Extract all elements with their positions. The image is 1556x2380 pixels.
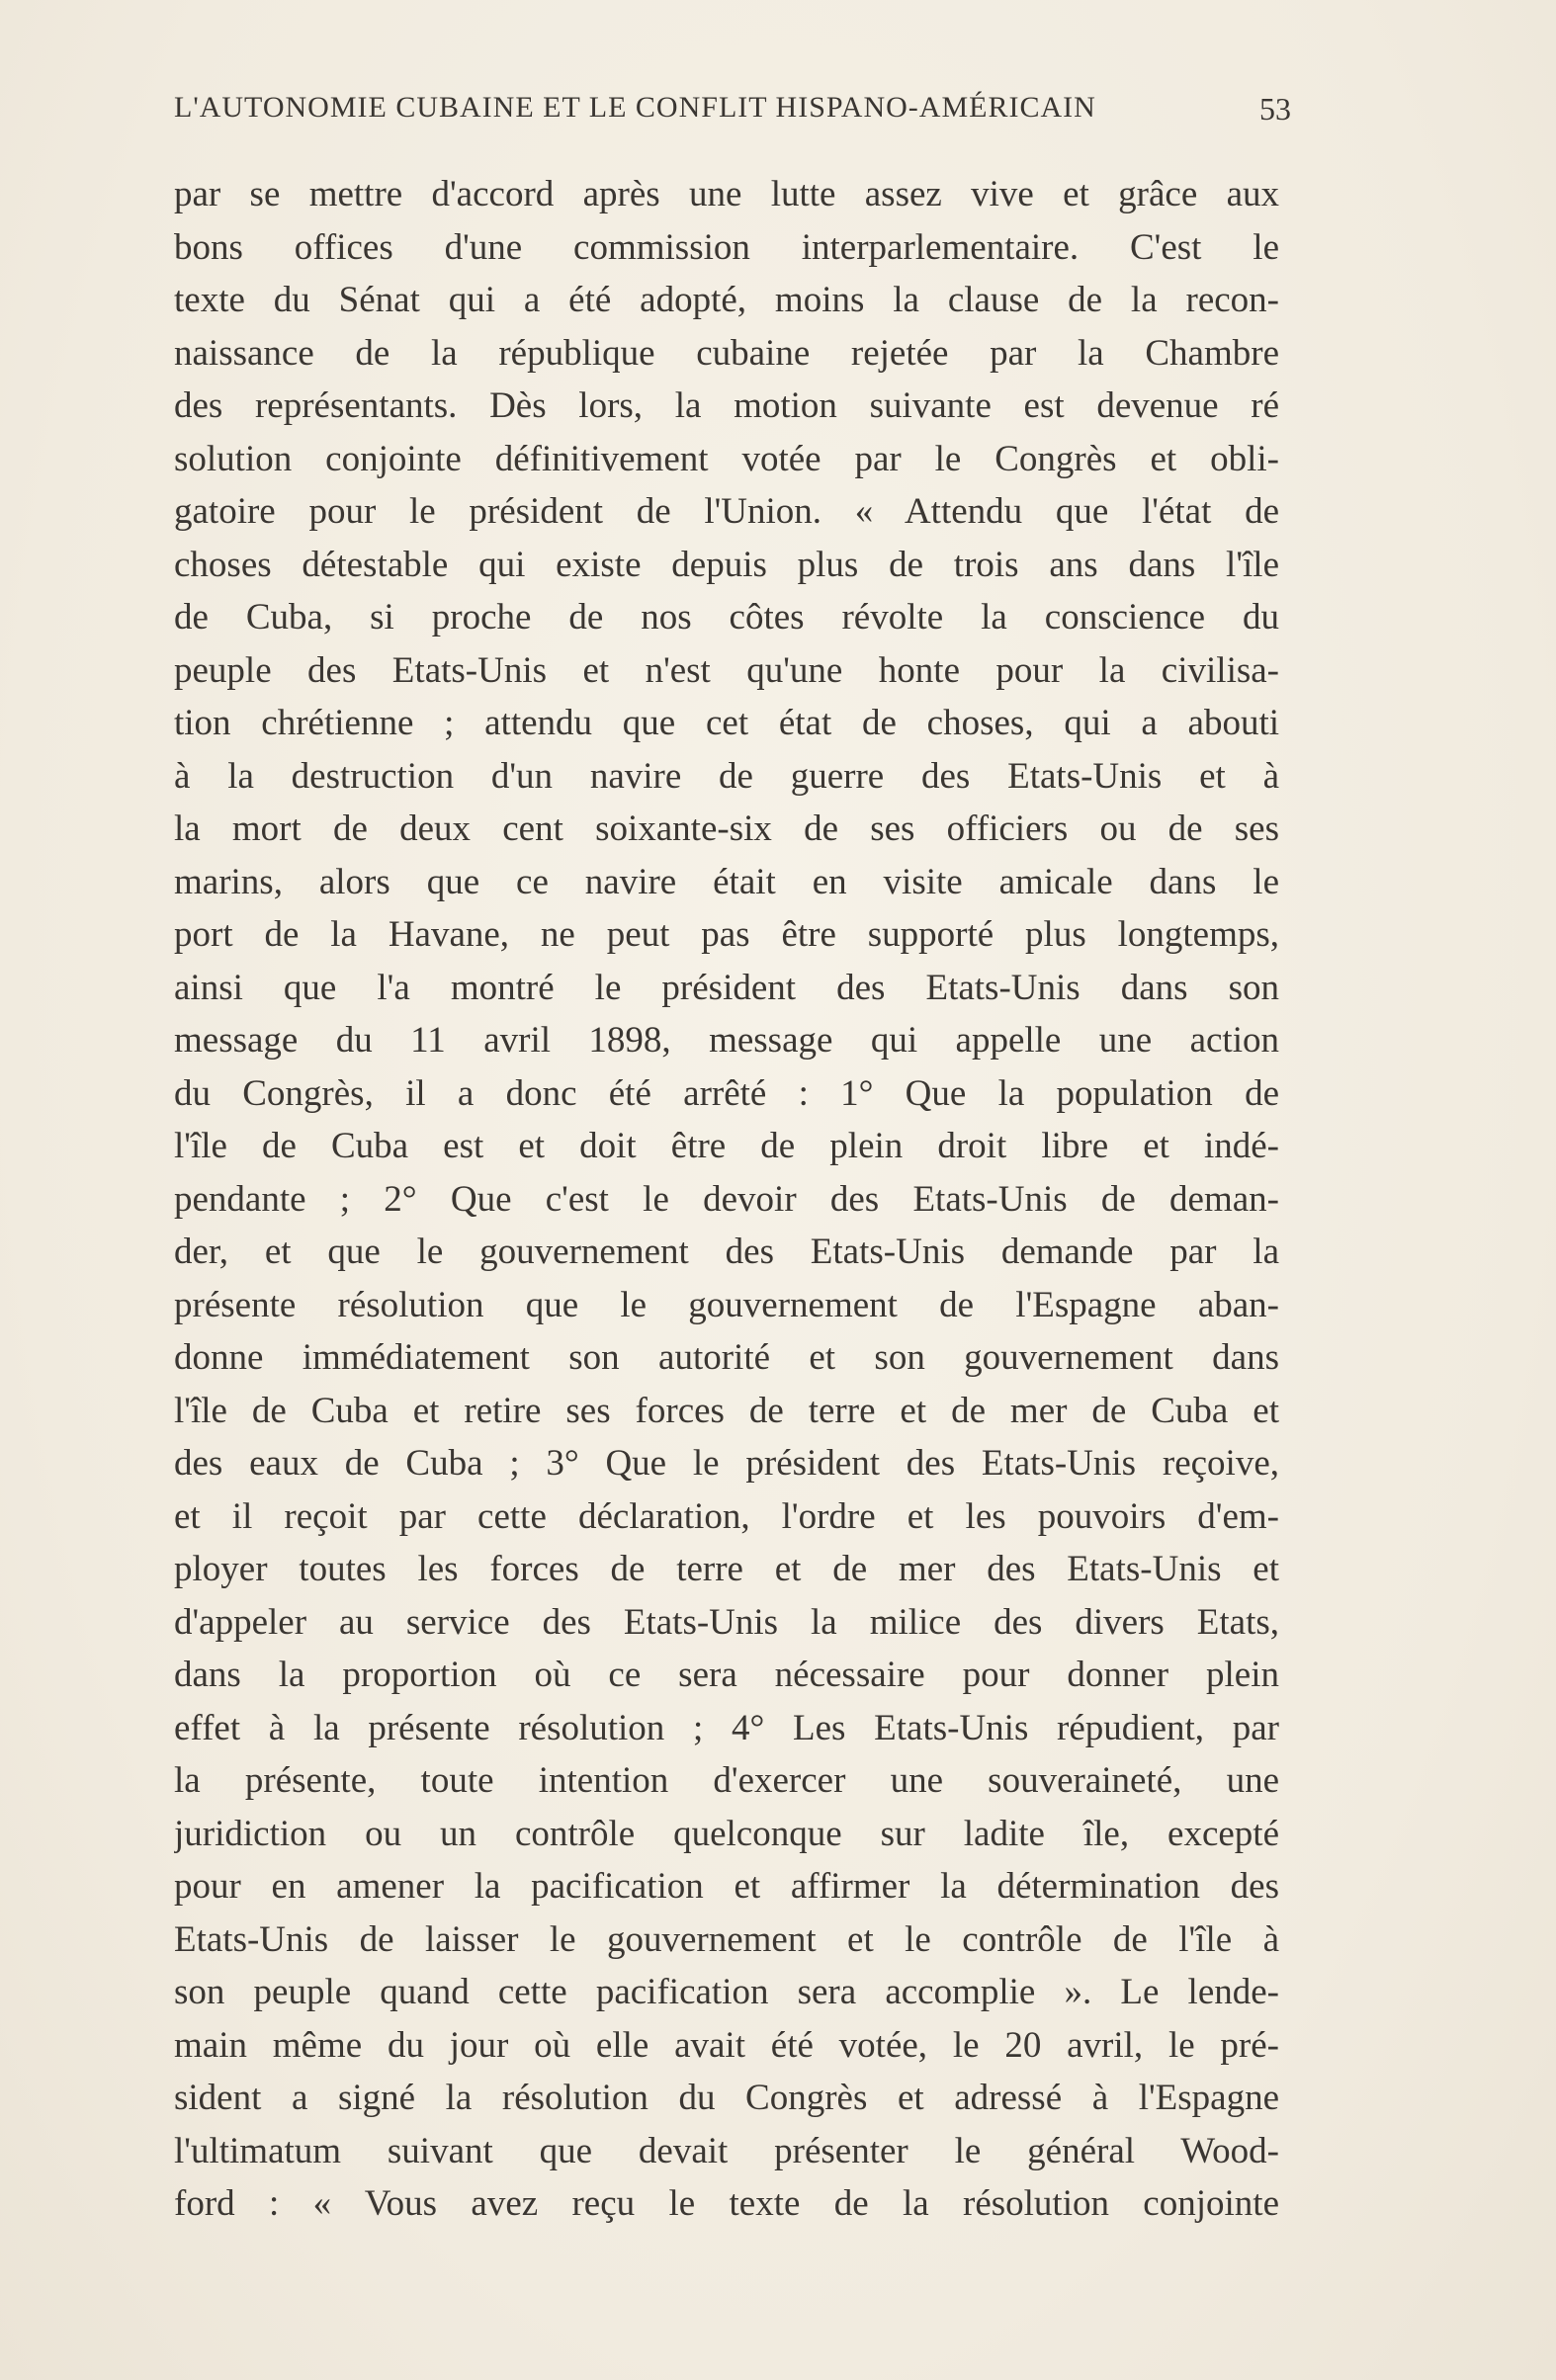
text-line: par se mettre d'accord après une lutte assez vive et grâce aux xyxy=(174,174,1279,214)
text-line: bons offices d'une commission interparlementaire. C'est le xyxy=(174,226,1279,268)
text-line: gatoire pour le président de l'Union. « Attendu que l'état de xyxy=(174,491,1279,532)
text-line: naissance de la république cubaine rejetée par la Chambre xyxy=(174,332,1279,374)
running-title: L'AUTONOMIE CUBAINE ET LE CONFLIT HISPANO-AMÉRICAIN xyxy=(174,91,1096,124)
text-line: la présente, toute intention d'exercer une souveraineté, une xyxy=(174,1760,1279,1801)
text-line: solution conjointe définitivement votée par le Congrès et obli- xyxy=(174,438,1279,479)
text-line: pour en amener la pacification et affirmer la détermination des xyxy=(174,1866,1279,1907)
text-line: ford : « Vous avez reçu le texte de la résolution conjointe xyxy=(174,2183,1279,2224)
text-line: main même du jour où elle avait été votée, le 20 avril, le pré- xyxy=(174,2024,1279,2066)
text-line: la mort de deux cent soixante-six de ses officiers ou de ses xyxy=(174,808,1279,849)
text-line: des représentants. Dès lors, la motion suivante est devenue ré xyxy=(174,385,1279,426)
text-line: der, et que le gouvernement des Etats-Unis demande par la xyxy=(174,1232,1279,1272)
text-line: donne immédiatement son autorité et son gouvernement dans xyxy=(174,1337,1279,1378)
body-text xyxy=(174,168,1279,2231)
text-line: marins, alors que ce navire était en visite amicale dans le xyxy=(174,861,1279,902)
text-line: juridiction ou un contrôle quelconque sur ladite île, excepté xyxy=(174,1813,1279,1854)
text-line: choses détestable qui existe depuis plus de trois ans dans l'île xyxy=(174,544,1279,585)
text-line: son peuple quand cette pacification sera accomplie ». Le lende- xyxy=(174,1972,1279,2012)
text-line: message du 11 avril 1898, message qui appelle une action xyxy=(174,1020,1279,1061)
text-line: sident a signé la résolution du Congrès et adressé à l'Espagne xyxy=(174,2078,1279,2118)
text-line: à la destruction d'un navire de guerre des Etats-Unis et à xyxy=(174,755,1279,797)
text-line: l'île de Cuba est et doit être de plein droit libre et indé- xyxy=(174,1126,1279,1166)
text-line: texte du Sénat qui a été adopté, moins la clause de la recon- xyxy=(174,280,1279,320)
text-line: de Cuba, si proche de nos côtes révolte la conscience du xyxy=(174,597,1279,638)
text-line: ployer toutes les forces de terre et de mer des Etats-Unis et xyxy=(174,1549,1279,1589)
text-line: tion chrétienne ; attendu que cet état de choses, qui a abouti xyxy=(174,703,1279,743)
text-line: présente résolution que le gouvernement de l'Espagne aban- xyxy=(174,1284,1279,1325)
text-line: effet à la présente résolution ; 4° Les Etats-Unis répudient, par xyxy=(174,1707,1279,1748)
page-number: 53 xyxy=(1259,91,1291,127)
page-header xyxy=(174,91,1291,130)
text-line: Etats-Unis de laisser le gouvernement et le contrôle de l'île à xyxy=(174,1918,1279,1960)
text-line: l'île de Cuba et retire ses forces de terre et de mer de Cuba et xyxy=(174,1390,1279,1431)
text-line: d'appeler au service des Etats-Unis la milice des divers Etats, xyxy=(174,1601,1279,1643)
text-line: ainsi que l'a montré le président des Etats-Unis dans son xyxy=(174,967,1279,1008)
text-line: dans la proportion où ce sera nécessaire pour donner plein xyxy=(174,1655,1279,1695)
text-line: du Congrès, il a donc été arrêté : 1° Que la population de xyxy=(174,1072,1279,1114)
text-line: port de la Havane, ne peut pas être supporté plus longtemps, xyxy=(174,914,1279,955)
text-line: peuple des Etats-Unis et n'est qu'une honte pour la civilisa- xyxy=(174,649,1279,691)
text-line: et il reçoit par cette déclaration, l'ordre et les pouvoirs d'em- xyxy=(174,1495,1279,1537)
text-line: l'ultimatum suivant que devait présenter le général Wood- xyxy=(174,2130,1279,2171)
text-line: pendante ; 2° Que c'est le devoir des Etats-Unis de deman- xyxy=(174,1178,1279,1220)
text-line: des eaux de Cuba ; 3° Que le président des Etats-Unis reçoive, xyxy=(174,1443,1279,1484)
